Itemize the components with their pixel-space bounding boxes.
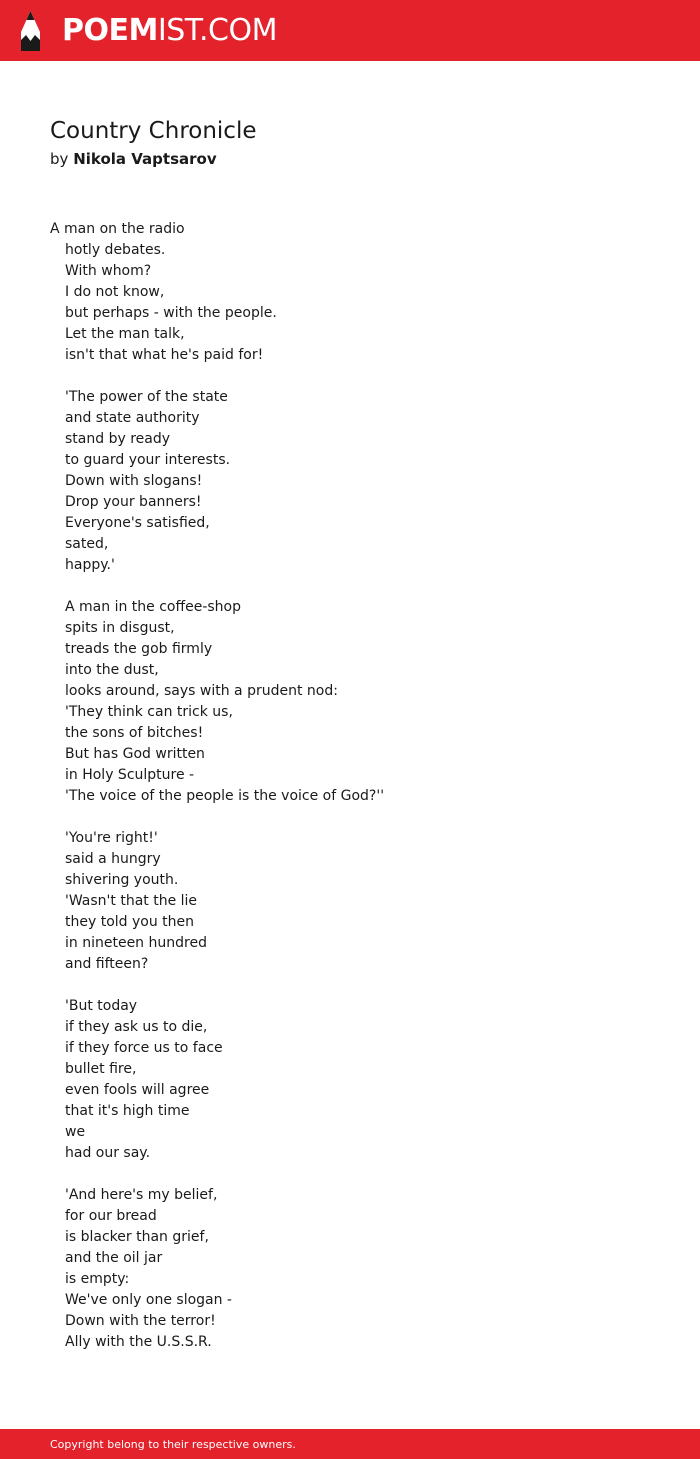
poem-line: A man in the coffee-shop — [65, 599, 242, 615]
poem-line: but perhaps - with the people. — [65, 305, 277, 321]
poem-line: But has God written — [65, 746, 205, 762]
poem-line: that it's high time — [65, 1103, 190, 1119]
stanza-break — [50, 366, 384, 387]
poem-line: 'And here's my belief, — [65, 1187, 218, 1203]
poem-line: 'But today — [65, 998, 138, 1014]
poem-line: 'They think can trick us, — [65, 704, 233, 720]
poem-line: happy.' — [65, 557, 115, 573]
poem-line: said a hungry — [65, 851, 161, 867]
poem-line: 'The voice of the people is the voice of God?'' — [65, 788, 385, 804]
poem-line: Down with the terror! — [65, 1313, 216, 1329]
poem-line: had our say. — [65, 1145, 151, 1161]
poem-line: if they force us to face — [65, 1040, 223, 1056]
poem-line: the sons of bitches! — [65, 725, 204, 741]
poem-line: A man on the radio — [50, 221, 185, 237]
stanza-break — [50, 975, 384, 996]
poem-line: into the dust, — [65, 662, 159, 678]
poem-line: bullet fire, — [65, 1061, 137, 1077]
poem-line: Drop your banners! — [65, 494, 202, 510]
poem-line: shivering youth. — [65, 872, 179, 888]
stanza-break — [50, 807, 384, 828]
copyright-text: Copyright belong to their respective owners. — [50, 1438, 296, 1451]
poem-line: stand by ready — [65, 431, 171, 447]
poem-title: Country Chronicle — [50, 118, 257, 144]
poem-line: to guard your interests. — [65, 452, 231, 468]
poem-line: 'Wasn't that the lie — [65, 893, 198, 909]
poem-line: in Holy Sculpture - — [65, 767, 195, 783]
site-header — [0, 0, 700, 61]
poem-line: treads the gob firmly — [65, 641, 213, 657]
poem-line: in nineteen hundred — [65, 935, 207, 951]
poem-line: is empty: — [65, 1271, 130, 1287]
brand-light: IST.COM — [157, 13, 277, 48]
poem-line: we — [65, 1124, 86, 1140]
poem-line: 'You're right!' — [65, 830, 158, 846]
poem-line: 'The power of the state — [65, 389, 228, 405]
brand-bold: POEM — [62, 13, 158, 48]
poem-line: isn't that what he's paid for! — [65, 347, 264, 363]
poem-line: is blacker than grief, — [65, 1229, 209, 1245]
poem-line: We've only one slogan - — [65, 1292, 232, 1308]
poem-line: Down with slogans! — [65, 473, 203, 489]
poem-line: they told you then — [65, 914, 195, 930]
poem-line: I do not know, — [65, 284, 165, 300]
poem-line: and state authority — [65, 410, 200, 426]
poem-line: hotly debates. — [65, 242, 166, 258]
poem-line: Ally with the U.S.S.R. — [65, 1334, 212, 1350]
author-name: Nikola Vaptsarov — [73, 150, 217, 168]
poem-line: and fifteen? — [65, 956, 149, 972]
poem-line: looks around, says with a prudent nod: — [65, 683, 338, 699]
stanza-break — [50, 576, 384, 597]
by-label: by — [50, 150, 69, 168]
poem-line: for our bread — [65, 1208, 157, 1224]
poem-line: With whom? — [65, 263, 152, 279]
poem-line: Let the man talk, — [65, 326, 185, 342]
poem-line: sated, — [65, 536, 109, 552]
site-logo-link[interactable] — [62, 13, 277, 49]
pencil-tip-icon[interactable] — [18, 10, 43, 52]
poem-line: spits in disgust, — [65, 620, 175, 636]
poem-line: if they ask us to die, — [65, 1019, 208, 1035]
poem-line: Everyone's satisfied, — [65, 515, 210, 531]
poem-line: even fools will agree — [65, 1082, 210, 1098]
stanza-break — [50, 1164, 384, 1185]
byline — [50, 148, 217, 170]
poem-body — [50, 219, 384, 1353]
poem-line: and the oil jar — [65, 1250, 163, 1266]
site-footer — [0, 1429, 700, 1459]
